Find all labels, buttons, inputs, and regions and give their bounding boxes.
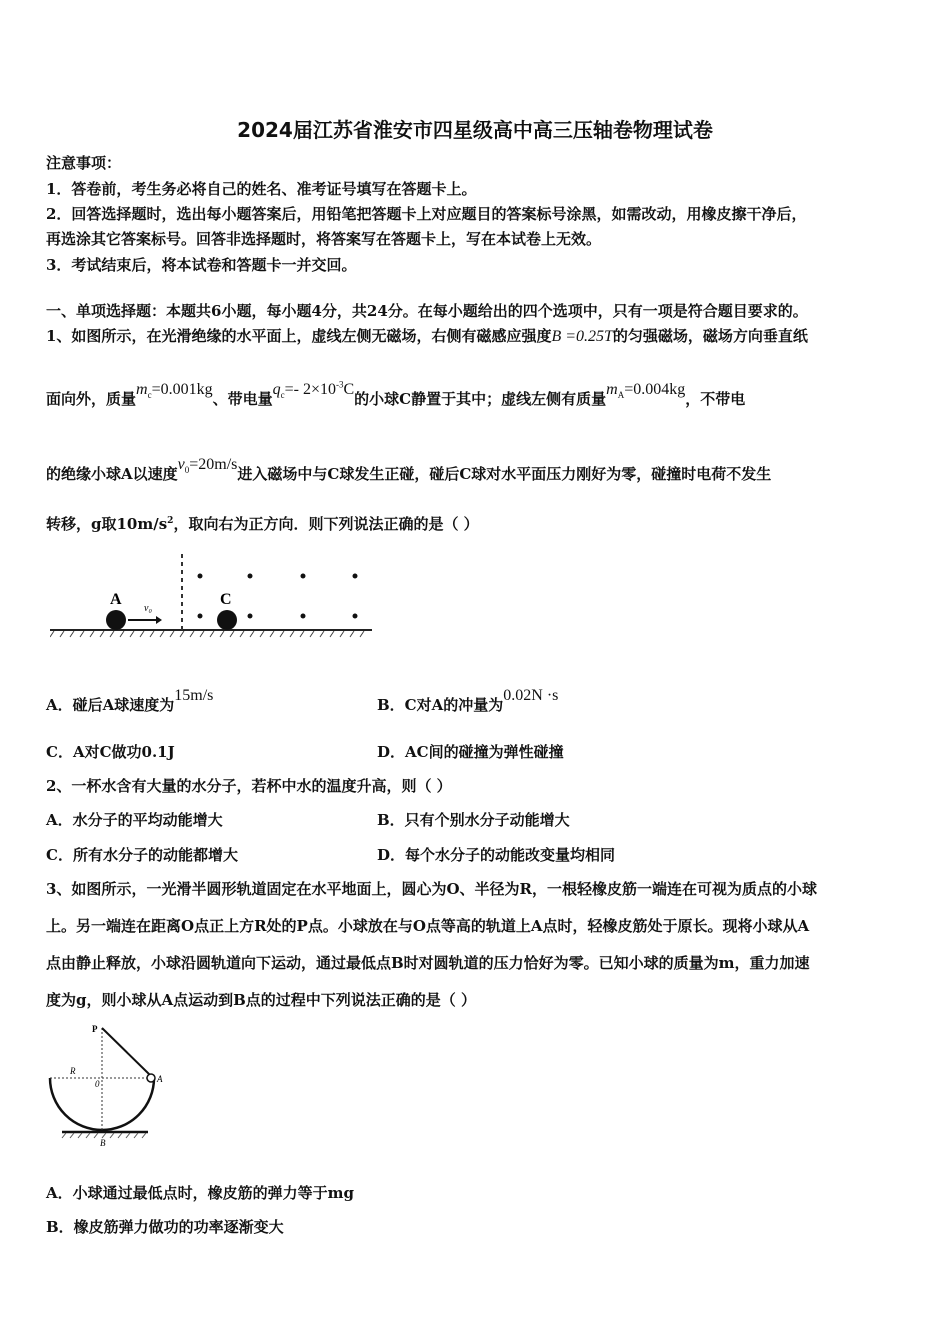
notice-item-2: 2．回答选择题时，选出每小题答案后，用铅笔把答题卡上对应题目的答案标号涂黑，如需改动，用橡皮擦干净后， — [46, 205, 807, 223]
notice-item-3: 3．考试结束后，将本试卷和答题卡一并交回。 — [46, 256, 357, 274]
q1-line-4 — [46, 513, 479, 534]
section-heading: 一、单项选择题：本题共6小题，每小题4分，共24分。在每小题给出的四个选项中，只有一项是符合题目要求的。 — [46, 302, 808, 320]
ball — [147, 1074, 155, 1082]
q3-line-4: 度为g，则小球从A点运动到B点的过程中下列说法正确的是（ ） — [46, 991, 477, 1009]
q2-option-a[interactable]: A．水分子的平均动能增大 — [46, 811, 223, 829]
q1-velocity: $v_0=20m/s$ — [177, 456, 238, 476]
q1-text: 1、如图所示，在光滑绝缘的水平面上，虚线左侧无磁场，右侧有磁感应强度 — [46, 327, 552, 345]
ground-hatch — [50, 631, 364, 637]
q3-option-a[interactable]: A．小球通过最低点时，橡皮筋的弹力等于mg — [46, 1184, 354, 1202]
q1-text: ，不带电 — [685, 390, 746, 408]
label-v0: v₀ — [144, 603, 152, 614]
q1-text: 转移，g取10m/s — [46, 515, 168, 533]
q1-text: 、带电量 — [212, 390, 273, 408]
q1-text: 的小球C静置于其中；虚线左侧有质量 — [354, 390, 607, 408]
label-a: A — [157, 1074, 163, 1084]
q1-option-c[interactable]: C．A对C做功0.1J — [46, 743, 175, 761]
label-b: B — [100, 1138, 106, 1148]
q1-field-b: B =0.25T — [551, 328, 613, 345]
q3-figure — [44, 1020, 174, 1150]
q1-exp: 2 — [167, 516, 174, 526]
q2-option-c[interactable]: C．所有水分子的动能都增大 — [46, 846, 238, 864]
q2-stem: 2、一杯水含有大量的水分子，若杯中水的温度升高，则（ ） — [46, 777, 452, 795]
q3-line-3: 点由静止释放，小球沿圆轨道向下运动，通过最低点B时对圆轨道的压力恰好为零。已知小球的质量为m，重力加速 — [46, 954, 810, 972]
q3-option-b[interactable]: B．橡皮筋弹力做功的功率逐渐变大 — [46, 1218, 284, 1236]
q2-option-b[interactable]: B．只有个别水分子动能增大 — [377, 811, 570, 829]
q1-mass-a: $m_A=0.004kg$ — [606, 381, 686, 401]
q1-line-1 — [46, 325, 808, 346]
velocity-arrowhead — [156, 616, 162, 624]
label-p: P — [92, 1024, 98, 1034]
label-o: 0 — [95, 1079, 100, 1089]
q1-option-b[interactable]: B．C对A的冲量为0.02N ·s — [377, 687, 559, 714]
rubber-band — [102, 1028, 150, 1075]
q3-line-2: 上。另一端连在距离O点正上方R处的P点。小球放在与O点等高的轨道上A点时，轻橡皮筋处于原长。现将小球从A — [46, 917, 810, 935]
q1-line-2 — [46, 379, 746, 410]
page-title: 2024届江苏省淮安市四星级高中高三压轴卷物理试卷 — [237, 118, 713, 142]
notice-heading: 注意事项： — [46, 154, 122, 172]
ball-c — [217, 610, 237, 630]
q1-line-3 — [46, 456, 772, 485]
q1-option-a[interactable]: A．碰后A球速度为15m/s — [46, 687, 214, 714]
q2-option-d[interactable]: D．每个水分子的动能改变量均相同 — [377, 846, 616, 864]
q1-text: ，取向右为正方向．则下列说法正确的是（ ） — [173, 515, 479, 533]
ball-a — [106, 610, 126, 630]
label-c: C — [220, 591, 232, 608]
q3-line-1: 3、如图所示，一光滑半圆形轨道固定在水平地面上，圆心为O、半径为R，一根轻橡皮筋一端连在可视为质点的小球 — [46, 880, 817, 898]
notice-item-1: 1．答卷前，考生务必将自己的姓名、准考证号填写在答题卡上。 — [46, 180, 477, 198]
q1-figure — [50, 550, 380, 645]
q1-option-d[interactable]: D．AC间的碰撞为弹性碰撞 — [377, 743, 564, 761]
q1-text: 进入磁场中与C球发生正碰，碰后C球对水平面压力刚好为零，碰撞时电荷不发生 — [237, 465, 772, 483]
label-r: R — [70, 1066, 76, 1076]
q1-text: 的绝缘小球A以速度 — [46, 465, 178, 483]
notice-item-2-cont: 再选涂其它答案标号。回答非选择题时，将答案写在答题卡上，写在本试卷上无效。 — [46, 230, 602, 248]
q1-text: 的匀强磁场，磁场方向垂直纸 — [612, 327, 808, 345]
q1-mass-c: $m_c=0.001kg$ — [136, 381, 213, 401]
q1-charge-c: $q_c=-$ $2\times 10^{-3}C$ — [272, 379, 355, 401]
q1-text: 面向外，质量 — [46, 390, 137, 408]
label-a: A — [110, 591, 122, 608]
